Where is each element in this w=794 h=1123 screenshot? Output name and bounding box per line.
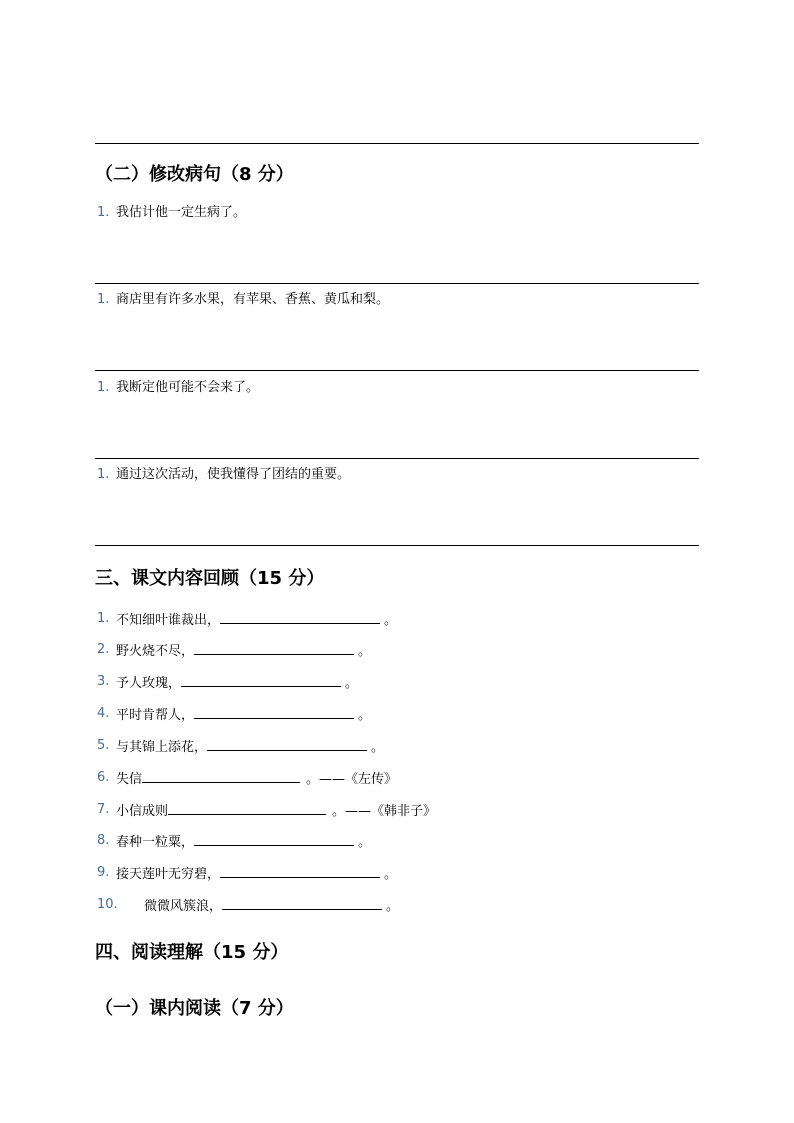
item-number: 9. [97,865,110,880]
answer-blank[interactable] [220,611,380,624]
item-number: 1. [97,292,110,307]
answer-line [95,458,699,459]
item-number: 6. [97,770,110,785]
answer-blank[interactable] [220,865,380,878]
fill-blank-item [97,674,358,692]
item-number: 2. [97,642,110,657]
item-text: 我估计他一定生病了。 [116,205,247,220]
item-suffix: 。 [371,740,385,755]
item-text: 我断定他可能不会来了。 [116,380,260,395]
item-number: 1. [97,380,110,395]
answer-blank[interactable] [222,897,382,910]
answer-line [95,283,699,284]
item-prefix: 失信 [116,772,143,787]
fill-blank-item [97,833,371,851]
answer-line [95,370,699,371]
item-number: 4. [97,706,110,721]
fill-blank-item [97,738,384,756]
item-suffix: 。 [384,867,398,882]
fill-blank-item [97,706,371,724]
item-prefix: 予人玫瑰， [116,676,182,691]
item-suffix: 。——《韩非子》 [332,804,437,819]
item-number: 1. [97,205,110,220]
item-suffix: 。 [358,708,372,723]
section-heading-correct-sentences: （二）修改病句（8 分） [95,164,294,185]
list-item [97,380,259,396]
item-prefix: 不知细叶谁裁出， [116,613,221,628]
item-suffix: 。 [386,899,400,914]
list-item [97,205,246,221]
fill-blank-item [97,770,397,788]
sub-heading-in-class-reading: （一）课内阅读（7 分） [95,998,294,1019]
section-divider [95,143,699,144]
answer-blank[interactable] [181,674,341,687]
item-suffix: 。 [358,644,372,659]
answer-blank[interactable] [207,738,367,751]
item-number: 1. [97,467,110,482]
answer-blank[interactable] [194,706,354,719]
answer-blank[interactable] [194,833,354,846]
item-number: 10. [97,897,118,912]
item-suffix: 。 [358,835,372,850]
fill-blank-item [97,642,371,660]
item-prefix: 微微风簇浪， [144,899,223,914]
answer-blank[interactable] [194,642,354,655]
fill-blank-item [97,611,397,629]
item-number: 3. [97,674,110,689]
item-suffix: 。 [345,676,359,691]
item-number: 1. [97,611,110,626]
answer-blank[interactable] [142,770,300,783]
fill-blank-item [97,865,397,883]
section-heading-reading: 四、阅读理解（15 分） [95,942,289,963]
answer-blank[interactable] [168,802,326,815]
list-item [97,467,350,483]
item-text: 商店里有许多水果，有苹果、香蕉、黄瓜和梨。 [116,292,390,307]
fill-blank-item [97,802,436,820]
item-prefix: 与其锦上添花， [116,740,208,755]
item-suffix: 。——《左传》 [306,772,398,787]
list-item [97,292,389,308]
item-prefix: 野火烧不尽， [116,644,195,659]
item-number: 5. [97,738,110,753]
item-suffix: 。 [384,613,398,628]
item-number: 8. [97,833,110,848]
section-heading-text-review: 三、课文内容回顾（15 分） [95,568,325,589]
fill-blank-item [97,897,399,915]
item-prefix: 春种一粒粟， [116,835,195,850]
item-prefix: 小信成则 [116,804,169,819]
section-divider [95,545,699,546]
item-prefix: 平时肯帮人， [116,708,195,723]
item-prefix: 接天莲叶无穷碧， [116,867,221,882]
item-text: 通过这次活动，使我懂得了团结的重要。 [116,467,351,482]
item-number: 7. [97,802,110,817]
